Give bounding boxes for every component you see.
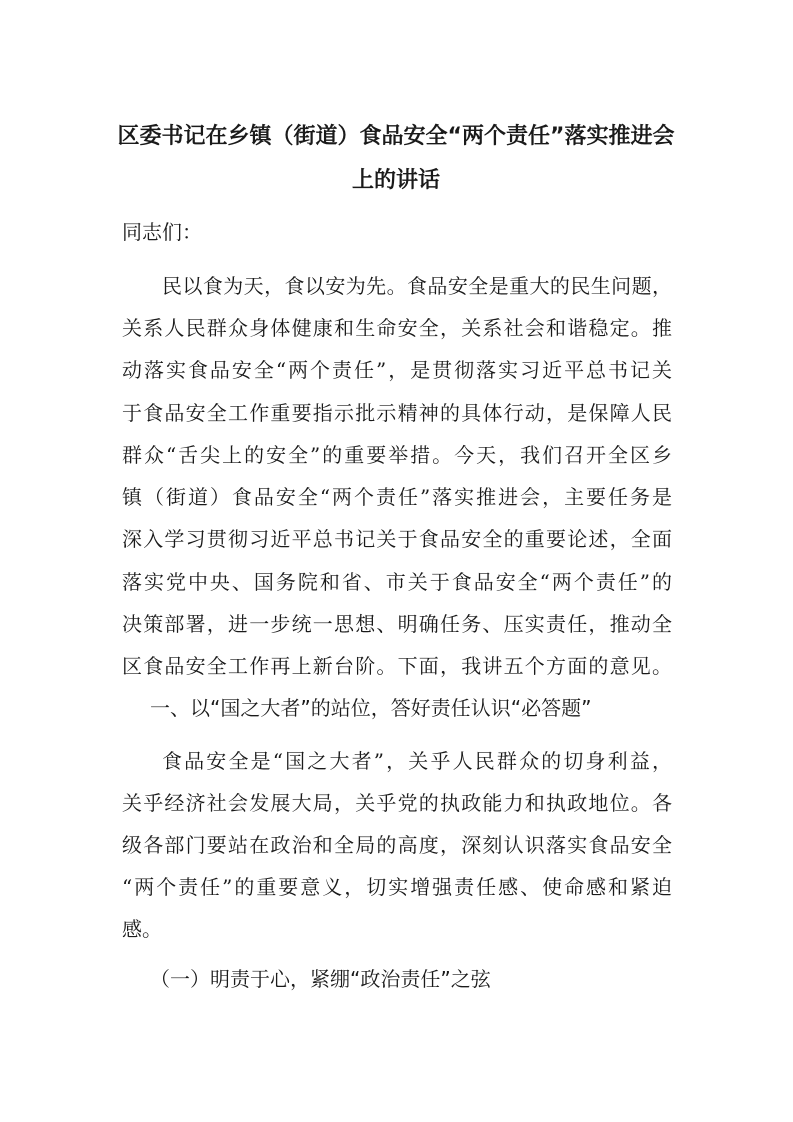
paragraph-1-line: 深入学习贯彻习近平总书记关于食品安全的重要论述，全面 xyxy=(122,527,672,551)
paragraph-1-line: 落实党中央、国务院和省、市关于食品安全“两个责任”的 xyxy=(122,570,672,594)
document-title-line-2: 上的讲话 xyxy=(351,168,440,193)
subsection-heading-1: （一）明责于心，紧绷“政治责任”之弦 xyxy=(150,967,491,991)
section-heading-1: 一、以“国之大者”的站位，答好责任认识“必答题” xyxy=(150,696,592,720)
paragraph-1-line: 镇（街道）食品安全“两个责任”落实推进会，主要任务是 xyxy=(122,485,672,509)
paragraph-2-line: “两个责任”的重要意义，切实增强责任感、使命感和紧迫 xyxy=(122,875,672,899)
paragraph-1-line: 群众“舌尖上的安全”的重要举措。今天，我们召开全区乡 xyxy=(122,443,672,467)
paragraph-2-line: 关乎经济社会发展大局，关乎党的执政能力和执政地位。各 xyxy=(122,791,672,815)
paragraph-1-line: 动落实食品安全“两个责任”，是贯彻落实习近平总书记关 xyxy=(122,358,672,382)
document-title-line-1: 区委书记在乡镇（街道）食品安全“两个责任”落实推进会 xyxy=(117,124,675,149)
paragraph-2-line: 级各部门要站在政治和全局的高度，深刻认识落实食品安全 xyxy=(122,833,672,857)
paragraph-1-line: 于食品安全工作重要指示批示精神的具体行动，是保障人民 xyxy=(122,401,672,425)
paragraph-1-line: 民以食为天，食以安为先。食品安全是重大的民生问题， xyxy=(162,274,672,298)
paragraph-2-line: 食品安全是“国之大者”，关乎人民群众的切身利益， xyxy=(162,749,672,773)
paragraph-1-line: 关系人民群众身体健康和生命安全，关系社会和谐稳定。推 xyxy=(122,316,672,340)
paragraph-1-line: 区食品安全工作再上新台阶。下面，我讲五个方面的意见。 xyxy=(122,654,672,678)
salutation: 同志们： xyxy=(122,220,202,244)
paragraph-1-line: 决策部署，进一步统一思想、明确任务、压实责任，推动全 xyxy=(122,612,672,636)
paragraph-2-line: 感。 xyxy=(122,917,162,941)
